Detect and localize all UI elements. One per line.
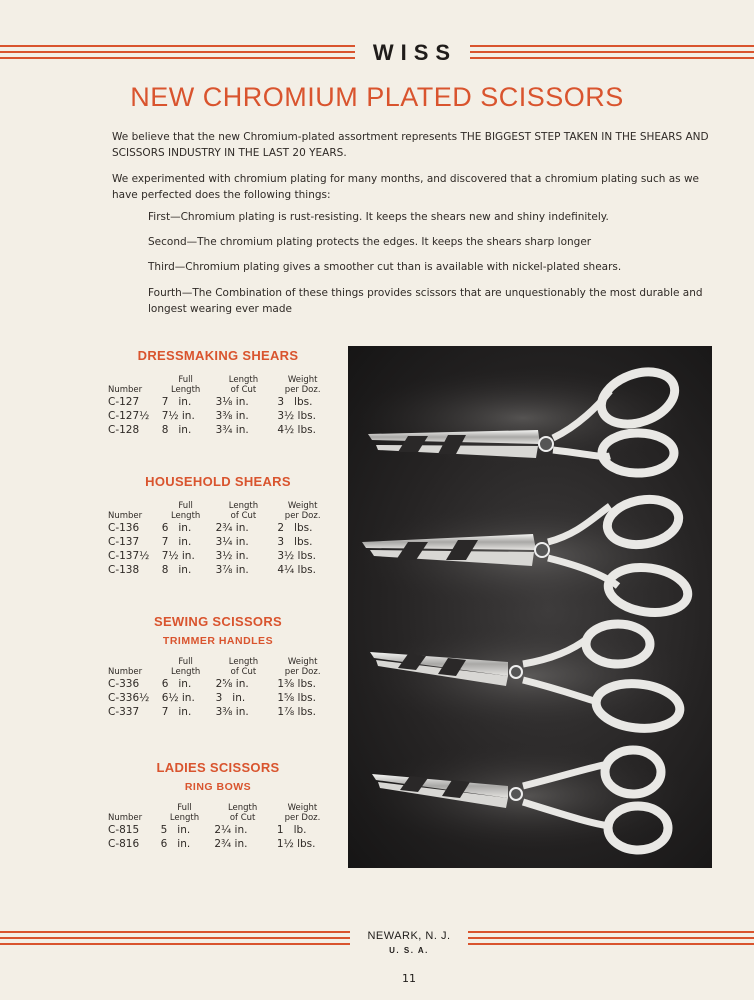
col-length-of-cut: Length of Cut [228,657,259,677]
section-title: DRESSMAKING SHEARS [137,348,299,363]
header-rule-left-1 [0,45,355,47]
scissors-ladies [363,741,693,851]
page-title: NEW CHROMIUM PLATED SCISSORS [130,82,624,112]
header-rule-right-1 [470,45,754,47]
table-row: C-336½ 6½ in. 3 in. 1⅝ lbs. [108,692,316,704]
col-length-of-cut: Length of Cut [228,501,259,521]
table-row: C-336 6 in. 2⅝ in. 1⅜ lbs. [108,678,316,690]
col-weight: Weight per Doz. [284,803,321,823]
col-full-length: Full Length [169,803,200,823]
section-dressmaking-shears [108,348,328,437]
header-rule-left-3 [0,57,355,59]
section-sewing-scissors [108,614,328,719]
point-fourth: Fourth—The Combination of these things provides scissors that are unquestionably the most durable and longest wearing ever made [148,287,703,315]
footer-rule-left-3 [0,943,350,945]
footer-country: U. S. A. [389,946,429,955]
col-full-length: Full Length [170,375,201,395]
col-length-of-cut: Length of Cut [228,375,259,395]
col-length-of-cut: Length of Cut [227,803,258,823]
header-rule-right-2 [470,51,754,53]
point-first: First—Chromium plating is rust-resisting. It keeps the shears new and shiny indefinitely. [148,211,609,223]
table-row: C-128 8 in. 3¾ in. 4½ lbs. [108,424,316,436]
footer-rule-right-2 [468,937,754,939]
scissors-household [353,494,703,617]
section-subtitle: RING BOWS [184,781,252,793]
section-title: LADIES SCISSORS [156,760,280,775]
point-second: Second—The chromium plating protects the edges. It keeps the shears sharp longer [148,236,592,248]
col-weight: Weight per Doz. [284,657,321,677]
table-row: C-816 6 in. 2¾ in. 1½ lbs. [108,838,316,850]
spec-table [108,501,328,577]
intro-paragraph-1: We believe that the new Chromium-plated assortment represents THE BIGGEST STEP TAKEN IN THE SHEARS AND SCISSORS INDUSTRY IN THE LAST 20 YEARS. [112,131,709,159]
table-row: C-136 6 in. 2¾ in. 2 lbs. [108,522,313,534]
table-row: C-127 7 in. 3⅛ in. 3 lbs. [108,396,313,408]
table-row: C-137 7 in. 3¼ in. 3 lbs. [108,536,313,548]
point-third: Third—Chromium plating gives a smoother cut than is available with nickel-plated shears. [148,261,622,273]
col-full-length: Full Length [170,657,201,677]
scissors-dressmaking [353,362,693,473]
table-row: C-138 8 in. 3⅞ in. 4¼ lbs. [108,564,316,576]
footer-rule-left-2 [0,937,350,939]
header-rule-right-3 [470,57,754,59]
section-subtitle: TRIMMER HANDLES [162,635,274,647]
spec-table [108,803,328,851]
section-household-shears [108,474,328,577]
spec-table [108,375,328,437]
header-rule-left-2 [0,51,355,53]
page-number: 11 [402,972,416,985]
scissors-sewing [358,621,698,732]
col-number: Number [108,813,143,823]
col-number: Number [108,667,143,677]
footer-rule-left-1 [0,931,350,933]
section-title: SEWING SCISSORS [153,614,283,629]
col-number: Number [108,385,143,395]
section-title: HOUSEHOLD SHEARS [145,474,291,489]
spec-table [108,657,328,719]
scissors-photo [348,346,712,868]
intro-paragraph-2: We experimented with chromium plating for many months, and discovered that a chromium plating such as we have perfected does the following things: [112,173,700,201]
footer-rule-right-1 [468,931,754,933]
col-full-length: Full Length [170,501,201,521]
col-number: Number [108,511,143,521]
footer-city: NEWARK, N. J. [367,930,451,942]
col-weight: Weight per Doz. [284,501,321,521]
table-row: C-815 5 in. 2¼ in. 1 lb. [108,824,307,836]
footer-rule-right-3 [468,943,754,945]
table-row: C-127½ 7½ in. 3⅜ in. 3½ lbs. [108,410,316,422]
table-row: C-137½ 7½ in. 3½ in. 3½ lbs. [108,550,316,562]
table-row: C-337 7 in. 3⅜ in. 1⅞ lbs. [108,706,316,718]
section-ladies-scissors [108,760,328,851]
col-weight: Weight per Doz. [284,375,321,395]
brand-name: WISS [372,40,458,65]
scissors-illustration [348,346,712,868]
